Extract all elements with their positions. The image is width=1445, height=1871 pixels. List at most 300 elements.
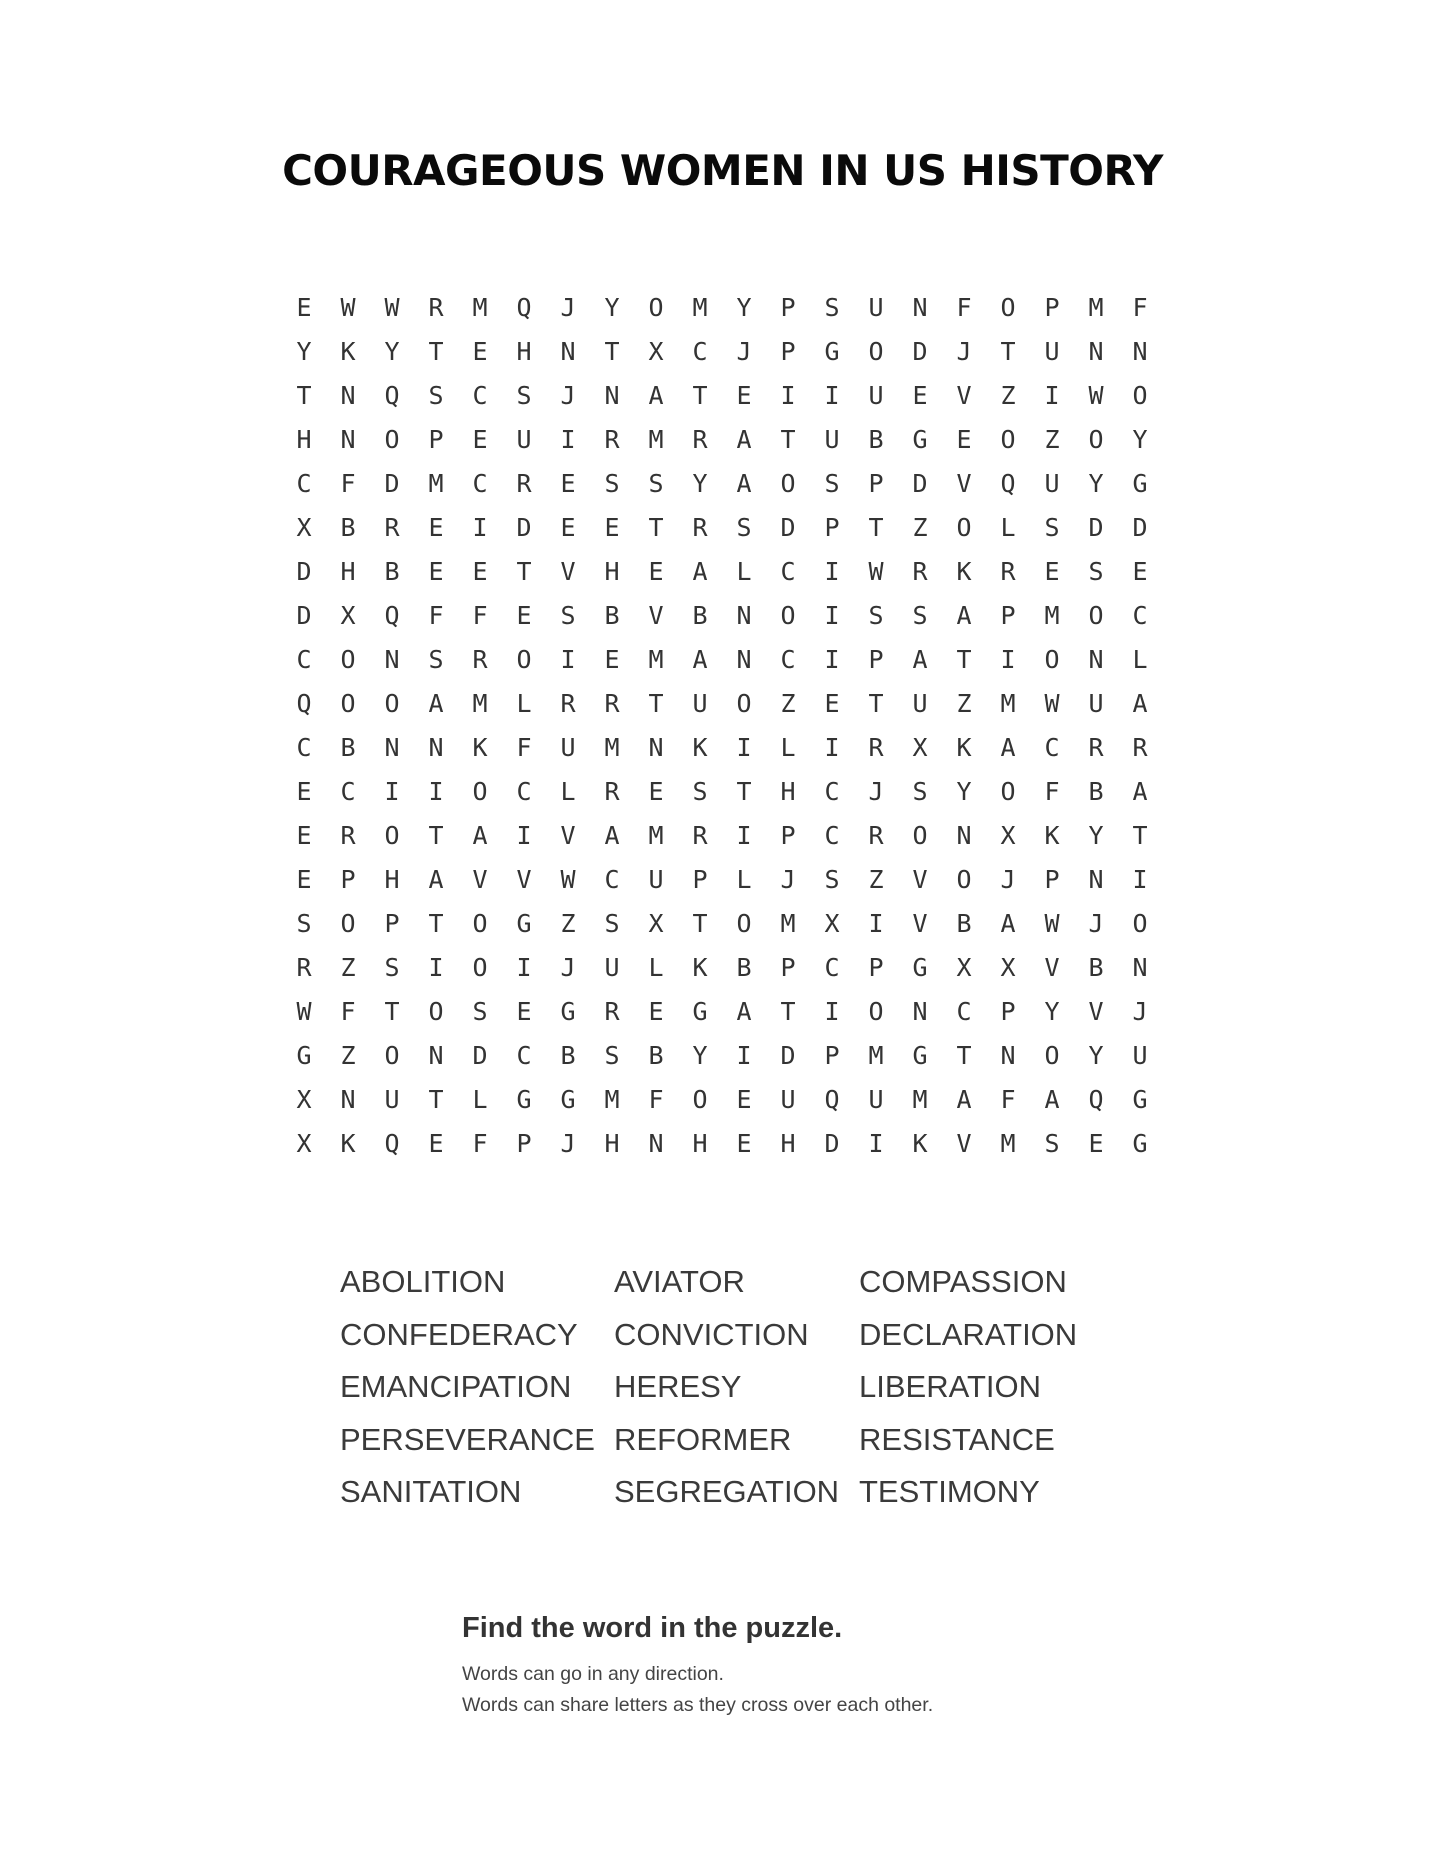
grid-cell[interactable]: E — [472, 556, 488, 586]
grid-cell[interactable]: E — [1088, 1128, 1104, 1158]
grid-cell[interactable]: I — [824, 644, 840, 674]
grid-cell[interactable]: X — [648, 336, 664, 366]
grid-cell[interactable]: M — [604, 732, 620, 762]
grid-cell[interactable]: I — [824, 556, 840, 586]
grid-cell[interactable]: T — [648, 512, 664, 542]
grid-cell[interactable]: N — [736, 600, 752, 630]
grid-cell[interactable]: Z — [560, 908, 576, 938]
grid-cell[interactable]: O — [340, 688, 356, 718]
grid-cell[interactable]: Y — [1088, 820, 1104, 850]
grid-cell[interactable]: S — [868, 600, 884, 630]
grid-cell[interactable]: P — [1044, 864, 1060, 894]
grid-cell[interactable]: P — [340, 864, 356, 894]
grid-cell[interactable]: E — [560, 468, 576, 498]
grid-cell[interactable]: K — [340, 336, 356, 366]
grid-cell[interactable]: L — [1000, 512, 1016, 542]
grid-cell[interactable]: R — [1000, 556, 1016, 586]
grid-cell[interactable]: C — [296, 644, 312, 674]
grid-cell[interactable]: T — [868, 512, 884, 542]
grid-cell[interactable]: Q — [384, 380, 400, 410]
grid-cell[interactable]: N — [1088, 864, 1104, 894]
grid-cell[interactable]: O — [1044, 1040, 1060, 1070]
grid-cell[interactable]: G — [1132, 468, 1148, 498]
grid-cell[interactable]: H — [340, 556, 356, 586]
grid-cell[interactable]: N — [1000, 1040, 1016, 1070]
grid-cell[interactable]: C — [516, 1040, 532, 1070]
grid-cell[interactable]: V — [912, 908, 928, 938]
grid-cell[interactable]: T — [1000, 336, 1016, 366]
grid-cell[interactable]: P — [868, 468, 884, 498]
grid-cell[interactable]: W — [1088, 380, 1104, 410]
grid-cell[interactable]: Z — [340, 952, 356, 982]
grid-cell[interactable]: Y — [1132, 424, 1148, 454]
grid-cell[interactable]: A — [1132, 776, 1148, 806]
grid-cell[interactable]: Y — [1044, 996, 1060, 1026]
grid-cell[interactable]: E — [428, 556, 444, 586]
grid-cell[interactable]: B — [868, 424, 884, 454]
grid-cell[interactable]: B — [560, 1040, 576, 1070]
grid-cell[interactable]: V — [912, 864, 928, 894]
grid-cell[interactable]: S — [604, 1040, 620, 1070]
grid-cell[interactable]: H — [780, 1128, 796, 1158]
grid-cell[interactable]: G — [560, 996, 576, 1026]
grid-cell[interactable]: D — [780, 512, 796, 542]
grid-cell[interactable]: R — [428, 292, 444, 322]
grid-cell[interactable]: S — [516, 380, 532, 410]
grid-cell[interactable]: F — [428, 600, 444, 630]
grid-cell[interactable]: S — [692, 776, 708, 806]
grid-cell[interactable]: E — [912, 380, 928, 410]
grid-cell[interactable]: Y — [736, 292, 752, 322]
grid-cell[interactable]: S — [384, 952, 400, 982]
grid-cell[interactable]: I — [560, 424, 576, 454]
grid-cell[interactable]: O — [384, 1040, 400, 1070]
grid-cell[interactable]: V — [560, 820, 576, 850]
grid-cell[interactable]: K — [956, 556, 972, 586]
grid-cell[interactable]: M — [912, 1084, 928, 1114]
grid-cell[interactable]: J — [560, 1128, 576, 1158]
grid-cell[interactable]: I — [780, 380, 796, 410]
grid-cell[interactable]: H — [604, 556, 620, 586]
grid-cell[interactable]: W — [1044, 908, 1060, 938]
grid-cell[interactable]: M — [648, 424, 664, 454]
grid-cell[interactable]: Y — [384, 336, 400, 366]
grid-cell[interactable]: J — [560, 380, 576, 410]
grid-cell[interactable]: N — [384, 732, 400, 762]
grid-cell[interactable]: E — [736, 1084, 752, 1114]
grid-cell[interactable]: M — [868, 1040, 884, 1070]
grid-cell[interactable]: A — [1000, 732, 1016, 762]
grid-cell[interactable]: I — [736, 732, 752, 762]
grid-cell[interactable]: G — [912, 424, 928, 454]
grid-cell[interactable]: W — [1044, 688, 1060, 718]
grid-cell[interactable]: G — [912, 1040, 928, 1070]
grid-cell[interactable]: I — [736, 820, 752, 850]
grid-cell[interactable]: O — [780, 468, 796, 498]
grid-cell[interactable]: J — [560, 292, 576, 322]
grid-cell[interactable]: I — [516, 820, 532, 850]
grid-cell[interactable]: J — [736, 336, 752, 366]
grid-cell[interactable]: P — [1000, 996, 1016, 1026]
grid-cell[interactable]: A — [736, 996, 752, 1026]
grid-cell[interactable]: E — [736, 1128, 752, 1158]
grid-cell[interactable]: A — [736, 468, 752, 498]
grid-cell[interactable]: D — [516, 512, 532, 542]
grid-cell[interactable]: M — [780, 908, 796, 938]
grid-cell[interactable]: C — [340, 776, 356, 806]
grid-cell[interactable]: C — [824, 776, 840, 806]
grid-cell[interactable]: M — [472, 688, 488, 718]
grid-cell[interactable]: N — [912, 996, 928, 1026]
grid-cell[interactable]: J — [560, 952, 576, 982]
grid-cell[interactable]: C — [1132, 600, 1148, 630]
grid-cell[interactable]: S — [472, 996, 488, 1026]
grid-cell[interactable]: E — [516, 996, 532, 1026]
grid-cell[interactable]: J — [956, 336, 972, 366]
grid-cell[interactable]: O — [736, 908, 752, 938]
grid-cell[interactable]: N — [604, 380, 620, 410]
grid-cell[interactable]: P — [868, 644, 884, 674]
grid-cell[interactable]: Z — [956, 688, 972, 718]
grid-cell[interactable]: H — [604, 1128, 620, 1158]
grid-cell[interactable]: G — [296, 1040, 312, 1070]
grid-cell[interactable]: S — [736, 512, 752, 542]
grid-cell[interactable]: C — [516, 776, 532, 806]
grid-cell[interactable]: Y — [692, 1040, 708, 1070]
grid-cell[interactable]: U — [1044, 336, 1060, 366]
grid-cell[interactable]: R — [604, 424, 620, 454]
grid-cell[interactable]: B — [648, 1040, 664, 1070]
grid-cell[interactable]: I — [560, 644, 576, 674]
grid-cell[interactable]: L — [516, 688, 532, 718]
grid-cell[interactable]: Y — [1088, 468, 1104, 498]
grid-cell[interactable]: Y — [692, 468, 708, 498]
grid-cell[interactable]: V — [472, 864, 488, 894]
grid-cell[interactable]: S — [648, 468, 664, 498]
grid-cell[interactable]: E — [296, 864, 312, 894]
grid-cell[interactable]: E — [648, 996, 664, 1026]
grid-cell[interactable]: T — [692, 908, 708, 938]
grid-cell[interactable]: I — [428, 776, 444, 806]
grid-cell[interactable]: E — [648, 776, 664, 806]
grid-cell[interactable]: T — [428, 1084, 444, 1114]
grid-cell[interactable]: E — [824, 688, 840, 718]
grid-cell[interactable]: X — [296, 512, 312, 542]
grid-cell[interactable]: Y — [296, 336, 312, 366]
grid-cell[interactable]: C — [780, 556, 796, 586]
grid-cell[interactable]: V — [956, 380, 972, 410]
grid-cell[interactable]: E — [296, 292, 312, 322]
grid-cell[interactable]: D — [780, 1040, 796, 1070]
grid-cell[interactable]: A — [604, 820, 620, 850]
grid-cell[interactable]: T — [1132, 820, 1148, 850]
grid-cell[interactable]: S — [428, 644, 444, 674]
grid-cell[interactable]: R — [340, 820, 356, 850]
grid-cell[interactable]: G — [516, 908, 532, 938]
grid-cell[interactable]: Q — [296, 688, 312, 718]
grid-cell[interactable]: M — [1000, 688, 1016, 718]
grid-cell[interactable]: S — [824, 864, 840, 894]
grid-cell[interactable]: T — [780, 996, 796, 1026]
grid-cell[interactable]: P — [384, 908, 400, 938]
grid-cell[interactable]: O — [1000, 292, 1016, 322]
grid-cell[interactable]: P — [1044, 292, 1060, 322]
grid-cell[interactable]: U — [868, 1084, 884, 1114]
grid-cell[interactable]: K — [340, 1128, 356, 1158]
grid-cell[interactable]: A — [1132, 688, 1148, 718]
grid-cell[interactable]: O — [1088, 600, 1104, 630]
grid-cell[interactable]: A — [956, 600, 972, 630]
grid-cell[interactable]: F — [648, 1084, 664, 1114]
grid-cell[interactable]: U — [692, 688, 708, 718]
grid-cell[interactable]: O — [428, 996, 444, 1026]
grid-cell[interactable]: I — [1000, 644, 1016, 674]
grid-cell[interactable]: T — [956, 644, 972, 674]
grid-cell[interactable]: X — [956, 952, 972, 982]
grid-cell[interactable]: W — [296, 996, 312, 1026]
grid-cell[interactable]: O — [736, 688, 752, 718]
grid-cell[interactable]: R — [912, 556, 928, 586]
grid-cell[interactable]: O — [1132, 380, 1148, 410]
grid-cell[interactable]: C — [296, 468, 312, 498]
grid-cell[interactable]: I — [868, 1128, 884, 1158]
grid-cell[interactable]: H — [384, 864, 400, 894]
grid-cell[interactable]: V — [648, 600, 664, 630]
grid-cell[interactable]: L — [1132, 644, 1148, 674]
grid-cell[interactable]: A — [1000, 908, 1016, 938]
grid-cell[interactable]: I — [384, 776, 400, 806]
grid-cell[interactable]: N — [428, 732, 444, 762]
grid-cell[interactable]: B — [736, 952, 752, 982]
grid-cell[interactable]: T — [428, 820, 444, 850]
grid-cell[interactable]: E — [1044, 556, 1060, 586]
grid-cell[interactable]: N — [1132, 336, 1148, 366]
grid-cell[interactable]: P — [780, 336, 796, 366]
grid-cell[interactable]: O — [384, 688, 400, 718]
grid-cell[interactable]: O — [648, 292, 664, 322]
grid-cell[interactable]: R — [604, 688, 620, 718]
grid-cell[interactable]: T — [428, 908, 444, 938]
grid-cell[interactable]: Z — [1044, 424, 1060, 454]
grid-cell[interactable]: A — [692, 644, 708, 674]
grid-cell[interactable]: F — [340, 996, 356, 1026]
grid-cell[interactable]: R — [1132, 732, 1148, 762]
grid-cell[interactable]: S — [560, 600, 576, 630]
grid-cell[interactable]: X — [648, 908, 664, 938]
grid-cell[interactable]: R — [384, 512, 400, 542]
grid-cell[interactable]: U — [824, 424, 840, 454]
grid-cell[interactable]: O — [780, 600, 796, 630]
grid-cell[interactable]: L — [472, 1084, 488, 1114]
grid-cell[interactable]: C — [824, 820, 840, 850]
grid-cell[interactable]: S — [296, 908, 312, 938]
grid-cell[interactable]: Y — [604, 292, 620, 322]
grid-cell[interactable]: P — [780, 820, 796, 850]
grid-cell[interactable]: O — [692, 1084, 708, 1114]
grid-cell[interactable]: H — [296, 424, 312, 454]
grid-cell[interactable]: K — [472, 732, 488, 762]
grid-cell[interactable]: P — [692, 864, 708, 894]
grid-cell[interactable]: N — [340, 1084, 356, 1114]
grid-cell[interactable]: O — [340, 908, 356, 938]
grid-cell[interactable]: A — [472, 820, 488, 850]
grid-cell[interactable]: I — [824, 380, 840, 410]
grid-cell[interactable]: R — [692, 424, 708, 454]
grid-cell[interactable]: I — [868, 908, 884, 938]
grid-cell[interactable]: A — [428, 688, 444, 718]
grid-cell[interactable]: U — [1132, 1040, 1148, 1070]
grid-cell[interactable]: B — [1088, 776, 1104, 806]
grid-cell[interactable]: U — [560, 732, 576, 762]
grid-cell[interactable]: V — [956, 1128, 972, 1158]
grid-cell[interactable]: F — [956, 292, 972, 322]
grid-cell[interactable]: O — [868, 996, 884, 1026]
grid-cell[interactable]: U — [868, 380, 884, 410]
grid-cell[interactable]: I — [1044, 380, 1060, 410]
grid-cell[interactable]: S — [824, 292, 840, 322]
grid-cell[interactable]: M — [1044, 600, 1060, 630]
grid-cell[interactable]: R — [472, 644, 488, 674]
grid-cell[interactable]: M — [604, 1084, 620, 1114]
grid-cell[interactable]: I — [736, 1040, 752, 1070]
grid-cell[interactable]: C — [956, 996, 972, 1026]
grid-cell[interactable]: O — [384, 424, 400, 454]
grid-cell[interactable]: O — [1132, 908, 1148, 938]
grid-cell[interactable]: X — [1000, 952, 1016, 982]
grid-cell[interactable]: P — [824, 512, 840, 542]
grid-cell[interactable]: E — [472, 336, 488, 366]
grid-cell[interactable]: Z — [1000, 380, 1016, 410]
grid-cell[interactable]: E — [1132, 556, 1148, 586]
grid-cell[interactable]: X — [912, 732, 928, 762]
grid-cell[interactable]: E — [648, 556, 664, 586]
grid-cell[interactable]: I — [824, 996, 840, 1026]
grid-cell[interactable]: J — [780, 864, 796, 894]
grid-cell[interactable]: F — [1000, 1084, 1016, 1114]
grid-cell[interactable]: U — [780, 1084, 796, 1114]
grid-cell[interactable]: L — [736, 556, 752, 586]
grid-cell[interactable]: N — [956, 820, 972, 850]
grid-cell[interactable]: I — [824, 732, 840, 762]
grid-cell[interactable]: I — [428, 952, 444, 982]
grid-cell[interactable]: K — [692, 732, 708, 762]
grid-cell[interactable]: O — [472, 952, 488, 982]
grid-cell[interactable]: O — [1044, 644, 1060, 674]
grid-cell[interactable]: T — [780, 424, 796, 454]
grid-cell[interactable]: D — [472, 1040, 488, 1070]
grid-cell[interactable]: E — [516, 600, 532, 630]
grid-cell[interactable]: U — [604, 952, 620, 982]
grid-cell[interactable]: R — [604, 776, 620, 806]
grid-cell[interactable]: C — [472, 380, 488, 410]
grid-cell[interactable]: Z — [868, 864, 884, 894]
grid-cell[interactable]: M — [648, 644, 664, 674]
grid-cell[interactable]: P — [516, 1128, 532, 1158]
grid-cell[interactable]: W — [340, 292, 356, 322]
grid-cell[interactable]: N — [1088, 644, 1104, 674]
grid-cell[interactable]: P — [1000, 600, 1016, 630]
grid-cell[interactable]: F — [1132, 292, 1148, 322]
grid-cell[interactable]: M — [472, 292, 488, 322]
grid-cell[interactable]: C — [824, 952, 840, 982]
grid-cell[interactable]: Q — [1088, 1084, 1104, 1114]
grid-cell[interactable]: P — [868, 952, 884, 982]
grid-cell[interactable]: W — [868, 556, 884, 586]
grid-cell[interactable]: O — [516, 644, 532, 674]
grid-cell[interactable]: L — [648, 952, 664, 982]
grid-cell[interactable]: B — [956, 908, 972, 938]
grid-cell[interactable]: O — [1000, 776, 1016, 806]
grid-cell[interactable]: S — [1044, 512, 1060, 542]
grid-cell[interactable]: E — [604, 644, 620, 674]
grid-cell[interactable]: S — [604, 908, 620, 938]
grid-cell[interactable]: E — [956, 424, 972, 454]
grid-cell[interactable]: T — [692, 380, 708, 410]
grid-cell[interactable]: O — [956, 864, 972, 894]
grid-cell[interactable]: D — [296, 556, 312, 586]
grid-cell[interactable]: U — [384, 1084, 400, 1114]
grid-cell[interactable]: F — [340, 468, 356, 498]
grid-cell[interactable]: W — [560, 864, 576, 894]
grid-cell[interactable]: M — [428, 468, 444, 498]
grid-cell[interactable]: B — [692, 600, 708, 630]
grid-cell[interactable]: X — [296, 1128, 312, 1158]
grid-cell[interactable]: B — [340, 512, 356, 542]
grid-cell[interactable]: F — [1044, 776, 1060, 806]
grid-cell[interactable]: P — [780, 292, 796, 322]
grid-cell[interactable]: F — [472, 1128, 488, 1158]
grid-cell[interactable]: E — [296, 776, 312, 806]
grid-cell[interactable]: B — [604, 600, 620, 630]
grid-cell[interactable]: R — [516, 468, 532, 498]
grid-cell[interactable]: A — [648, 380, 664, 410]
grid-cell[interactable]: T — [956, 1040, 972, 1070]
grid-cell[interactable]: O — [956, 512, 972, 542]
grid-cell[interactable]: U — [1088, 688, 1104, 718]
grid-cell[interactable]: O — [1088, 424, 1104, 454]
grid-cell[interactable]: E — [604, 512, 620, 542]
grid-cell[interactable]: M — [648, 820, 664, 850]
grid-cell[interactable]: R — [692, 512, 708, 542]
grid-cell[interactable]: A — [428, 864, 444, 894]
grid-cell[interactable]: L — [560, 776, 576, 806]
grid-cell[interactable]: P — [824, 1040, 840, 1070]
grid-cell[interactable]: O — [868, 336, 884, 366]
grid-cell[interactable]: D — [912, 336, 928, 366]
grid-cell[interactable]: N — [560, 336, 576, 366]
grid-cell[interactable]: Q — [1000, 468, 1016, 498]
grid-cell[interactable]: S — [912, 776, 928, 806]
grid-cell[interactable]: S — [1044, 1128, 1060, 1158]
grid-cell[interactable]: O — [384, 820, 400, 850]
grid-cell[interactable]: E — [560, 512, 576, 542]
grid-cell[interactable]: H — [780, 776, 796, 806]
grid-cell[interactable]: Z — [912, 512, 928, 542]
grid-cell[interactable]: G — [516, 1084, 532, 1114]
grid-cell[interactable]: T — [868, 688, 884, 718]
grid-cell[interactable]: X — [1000, 820, 1016, 850]
grid-cell[interactable]: P — [780, 952, 796, 982]
grid-cell[interactable]: E — [296, 820, 312, 850]
grid-cell[interactable]: B — [1088, 952, 1104, 982]
grid-cell[interactable]: N — [340, 424, 356, 454]
grid-cell[interactable]: M — [692, 292, 708, 322]
grid-cell[interactable]: A — [1044, 1084, 1060, 1114]
grid-cell[interactable]: N — [1132, 952, 1148, 982]
grid-cell[interactable]: I — [1132, 864, 1148, 894]
grid-cell[interactable]: O — [912, 820, 928, 850]
grid-cell[interactable]: N — [648, 732, 664, 762]
